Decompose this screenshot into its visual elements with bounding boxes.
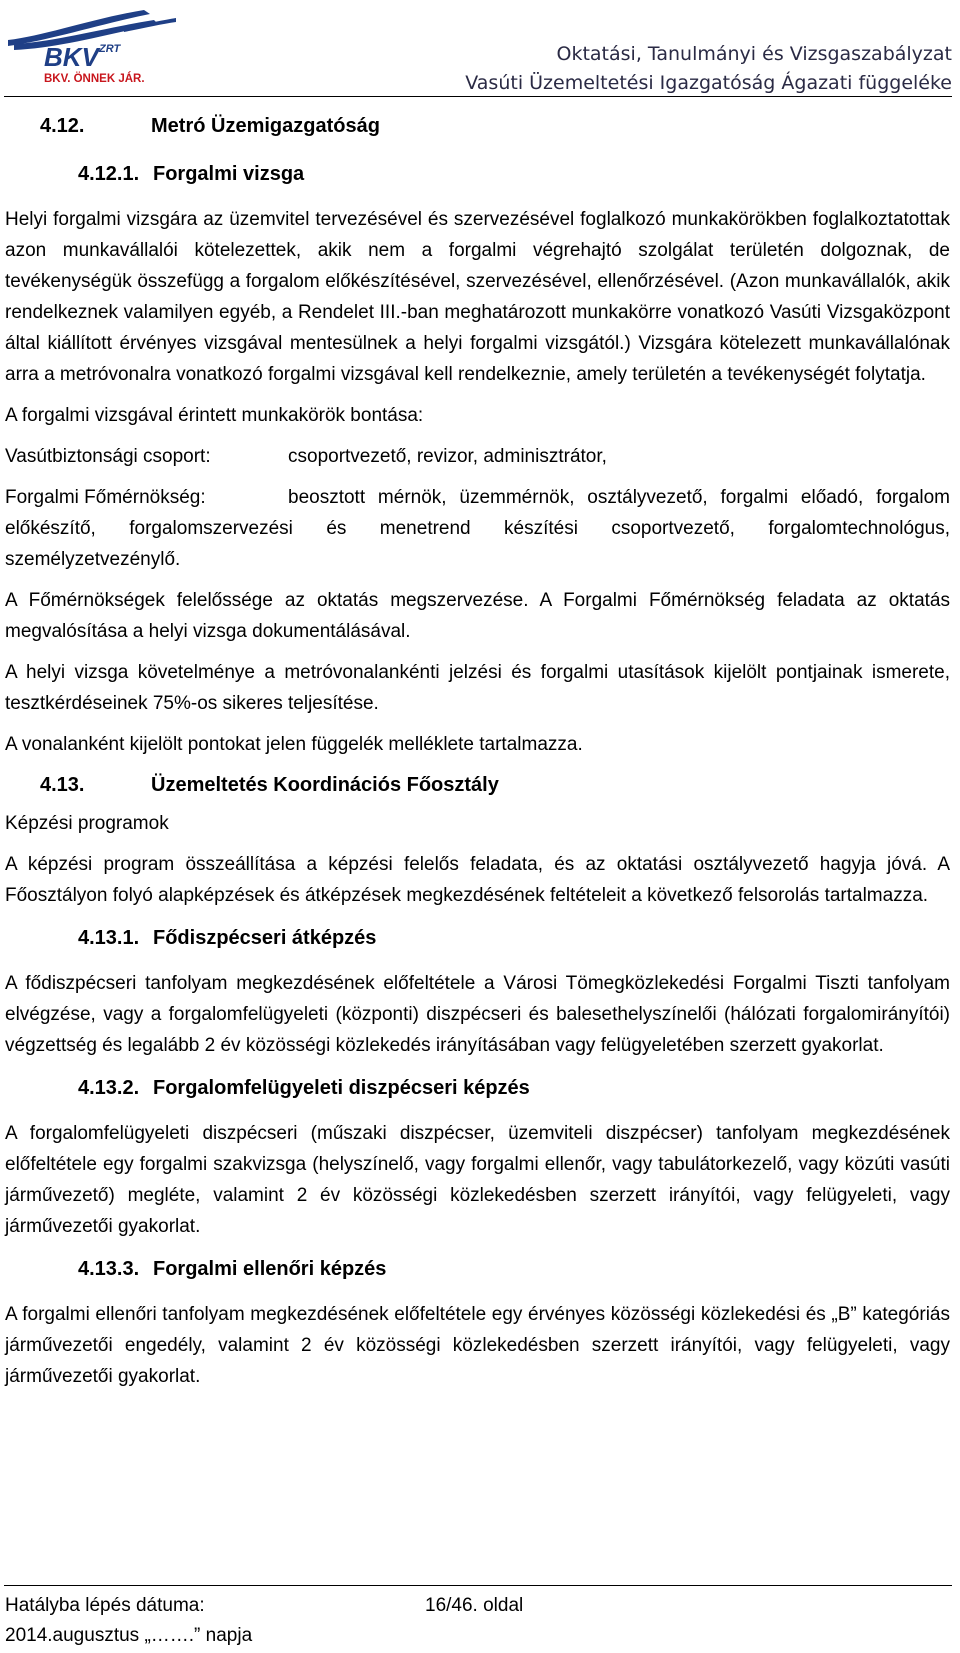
role-row-label: Forgalmi Főmérnökség: xyxy=(5,487,206,508)
effective-date-label: Hatályba lépés dátuma: xyxy=(5,1595,205,1616)
header-divider xyxy=(4,96,952,97)
section-4-12-heading xyxy=(40,113,950,139)
role-row-label: Vasútbiztonsági csoport: xyxy=(5,446,211,467)
section-title: Metró Üzemigazgatóság xyxy=(151,115,380,137)
section-title: Fődiszpécseri átképzés xyxy=(153,927,377,949)
section-title: Forgalomfelügyeleti diszpécseri képzés xyxy=(153,1077,530,1099)
section-number: 4.13. xyxy=(40,774,85,796)
section-4-12-1-heading xyxy=(78,161,950,187)
bkv-logo xyxy=(4,6,180,88)
footer-divider xyxy=(4,1585,952,1586)
paragraph: A forgalomfelügyeleti diszpécseri (műszaki diszpécser, üzemviteli diszpécser) tanfolyam megkezdésének előfeltétele egy forgalmi szakvizsga (helyszínelő, vagy forgalmi ellenőr, vagy tabulátorkezelő, vagy közúti vasúti járművezető) megléte, valamint 2 év közösségi közlekedésben szerzett irányítói, vagy felügyeleti, vagy járművezetői gyakorlat. xyxy=(5,1123,950,1237)
logo-sup: ZRT xyxy=(99,43,121,55)
section-number: 4.12.1. xyxy=(78,163,140,185)
document-title xyxy=(465,40,952,98)
paragraph: A forgalmi vizsgával érintett munkakörök bontása: xyxy=(5,405,424,426)
section-title: Üzemeltetés Koordinációs Főosztály xyxy=(151,774,499,796)
document-title-line2: Vasúti Üzemeltetési Igazgatóság Ágazati függeléke xyxy=(465,72,952,94)
section-4-13-2-heading xyxy=(78,1075,950,1101)
page-body xyxy=(5,106,950,1402)
paragraph: A forgalmi ellenőri tanfolyam megkezdésének előfeltétele egy érvényes közösségi közlekedési és „B” kategóriás járművezetői engedély, valamint 2 év közösségi közlekedésben szerzett irányítói, vagy felügyeleti, vagy járművezetői gyakorlat. xyxy=(5,1304,950,1387)
section-title: Forgalmi ellenőri képzés xyxy=(153,1258,387,1280)
role-row-forgalmi xyxy=(5,482,950,575)
paragraph: A helyi vizsga követelménye a metróvonalankénti jelzési és forgalmi utasítások kijelölt pontjainak ismerete, tesztkérdéseinek 75%-os sikeres teljesítése. xyxy=(5,662,950,714)
section-number: 4.12. xyxy=(40,115,85,137)
section-number: 4.13.1. xyxy=(78,927,140,949)
section-4-13-heading xyxy=(40,772,950,798)
page-number: 16/46. oldal xyxy=(425,1595,524,1616)
role-row-value: beosztott mérnök, üzemmérnök, osztályvezető, forgalmi előadó, forgalom előkészítő, forgalomszervezési és menetrend készítési csoportvezető, forgalomtechnológus, személyzetvezénylő. xyxy=(5,487,950,570)
logo-text: BKV xyxy=(44,42,99,72)
section-number: 4.13.3. xyxy=(78,1258,140,1280)
logo-slogan: BKV. ÖNNEK JÁR. xyxy=(44,73,145,85)
section-4-13-1-heading xyxy=(78,925,950,951)
subheading: Képzési programok xyxy=(5,813,169,834)
paragraph: A Főmérnökségek felelőssége az oktatás megszervezése. A Forgalmi Főmérnökség feladata az oktatás megvalósítása a helyi vizsga dokumentálásával. xyxy=(5,590,950,642)
footer xyxy=(5,1591,524,1651)
paragraph: A fődiszpécseri tanfolyam megkezdésének előfeltétele a Városi Tömegközlekedési Forgalmi Tiszti tanfolyam elvégzése, vagy a forgalomfelügyeleti (központi) diszpécseri és balesethelyszínelői (hálózati forgalomirányítói) végzettség és legalább 2 év közösségi közlekedés irányításában vagy felügyeletében szerzett gyakorlat. xyxy=(5,973,950,1056)
effective-date-value: 2014.augusztus „…….” napja xyxy=(5,1625,253,1646)
paragraph: A vonalanként kijelölt pontokat jelen függelék melléklete tartalmazza. xyxy=(5,734,583,755)
paragraph: A képzési program összeállítása a képzési felelős feladata, és az oktatási osztályvezető hagyja jóvá. A Főosztályon folyó alapképzések és átképzések megkezdésének feltételeit a következő felsorolás tartalmazza. xyxy=(5,854,950,906)
document-title-line1: Oktatási, Tanulmányi és Vizsgaszabályzat xyxy=(556,43,952,65)
section-title: Forgalmi vizsga xyxy=(153,163,305,185)
section-number: 4.13.2. xyxy=(78,1077,140,1099)
role-row-value: csoportvezető, revizor, adminisztrátor, xyxy=(288,446,607,467)
paragraph: Helyi forgalmi vizsgára az üzemvitel tervezésével és szervezésével foglalkozó munkakörökben foglalkoztatottak azon munkavállalói kötelezettek, akik nem a forgalmi végrehajtó szolgálat területén dolgoznak, de tevékenységük összefügg a forgalom előkészítésével, szervezésével, ellenőrzésével. (Azon munkavállalók, akik rendelkeznek valamilyen egyéb, a Rendelet III.-ban meghatározott munkakörre vonatkozó Vasúti Vizsgaközpont által kiállított érvényes vizsgával mentesülnek a helyi forgalmi vizsgától.) Vizsgára kötelezett munkavállalónak arra a metróvonalra vonatkozó forgalmi vizsgával kell rendelkeznie, amely területén a tevékenységét folytatja. xyxy=(5,209,950,385)
section-4-13-3-heading xyxy=(78,1256,950,1282)
role-row-vasutbiztonsagi xyxy=(5,441,950,472)
